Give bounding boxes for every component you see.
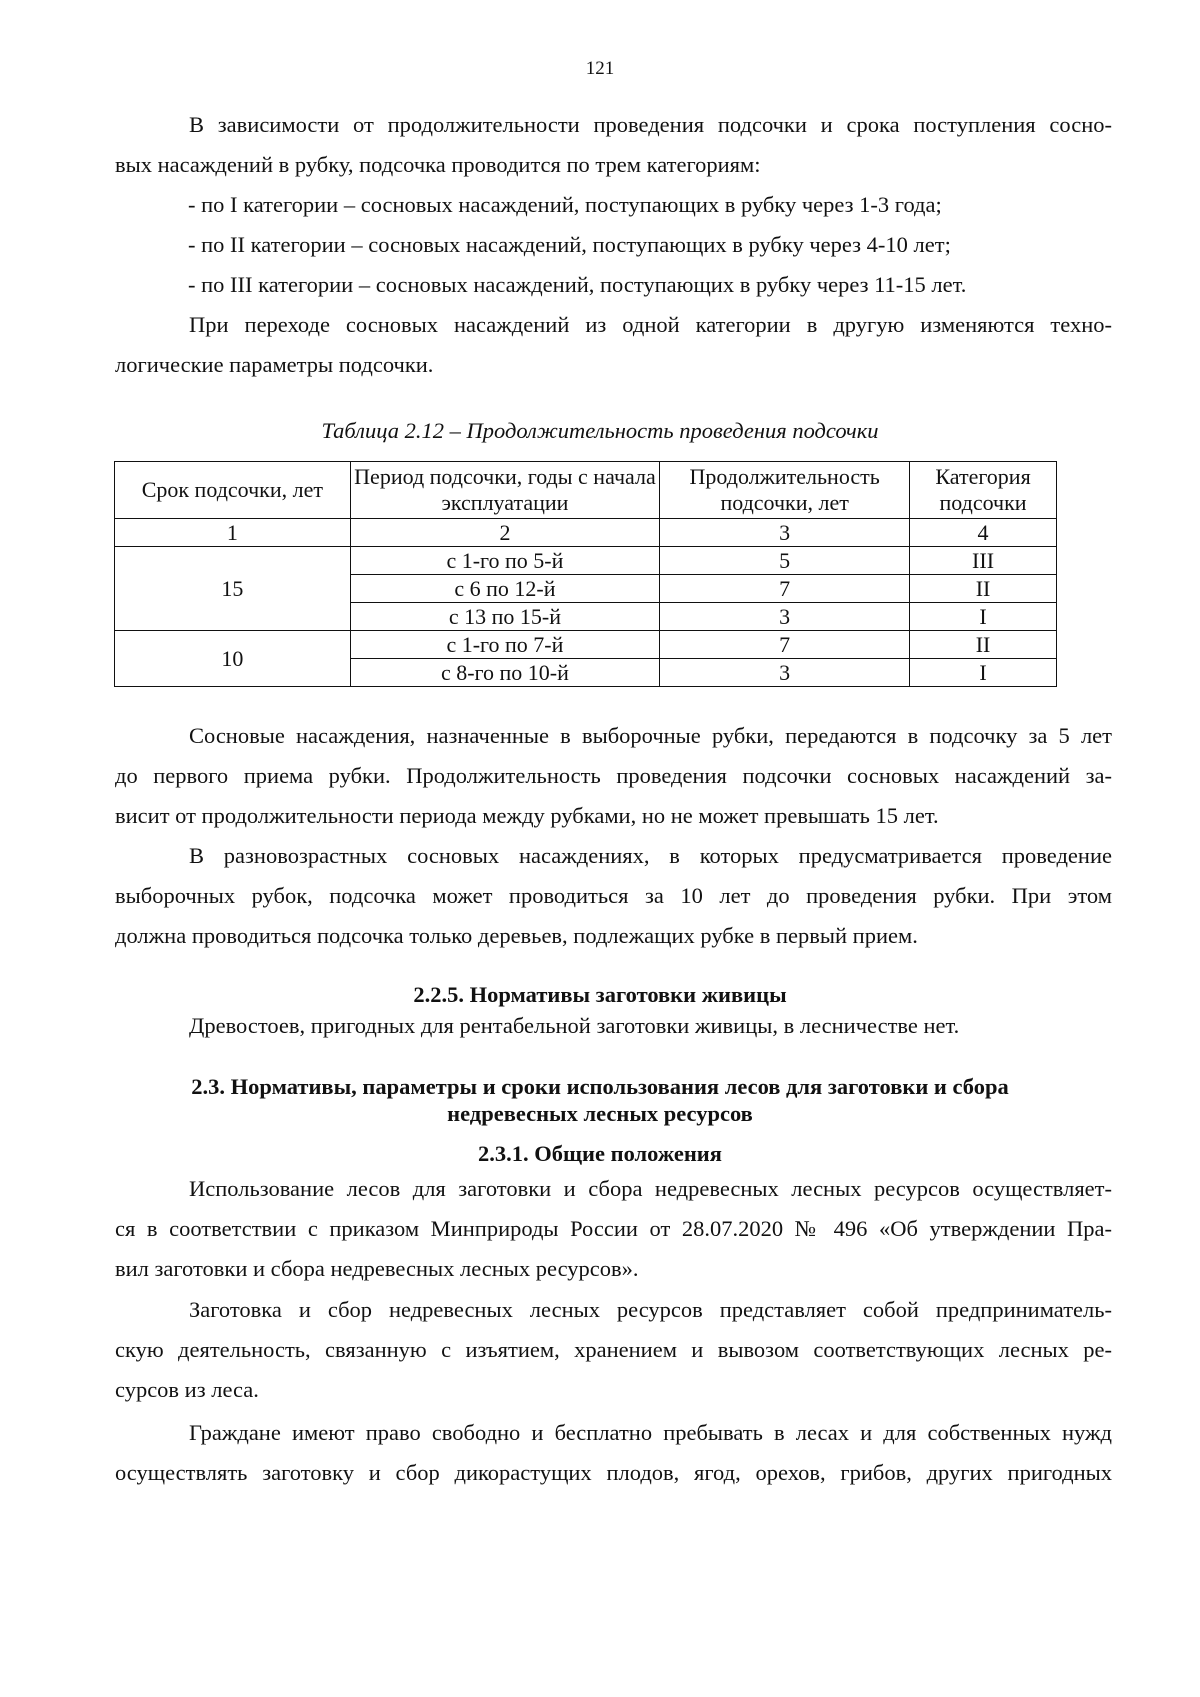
period-cell: с 6 по 12-й (350, 575, 660, 603)
text-line: скую деятельность, связанную с изъятием, хранением и вывозом соответствующих лесных ре- (115, 1337, 1112, 1362)
category-cell: I (910, 603, 1057, 631)
text-line: висит от продолжительности периода между рубками, но не может превышать 15 лет. (115, 803, 939, 828)
duration-cell: 7 (660, 631, 910, 659)
paragraph-categories-intro (115, 105, 1112, 185)
term-cell-10: 10 (115, 631, 351, 687)
table-header-row (115, 462, 1057, 519)
heading-2-3-1: 2.3.1. Общие положения (478, 1141, 722, 1166)
text-line: Граждане имеют право свободно и бесплатно пребывать в лесах и для собственных нужд (189, 1420, 1112, 1445)
duration-cell: 3 (660, 659, 910, 687)
term-cell-15: 15 (115, 547, 351, 631)
heading-2-2-5: 2.2.5. Нормативы заготовки живицы (413, 982, 787, 1007)
column-number: 4 (910, 519, 1057, 547)
heading-2-3-line2: недревесных лесных ресурсов (447, 1101, 753, 1126)
column-number: 1 (115, 519, 351, 547)
period-cell: с 8-го по 10-й (350, 659, 660, 687)
paragraph-category-transition (115, 305, 1112, 385)
table-row (115, 547, 1057, 575)
tapping-duration-table (114, 461, 1057, 687)
category-cell: III (910, 547, 1057, 575)
text-line: В разновозрастных сосновых насаждениях, в которых предусматривается проведение (189, 843, 1112, 868)
column-number: 3 (660, 519, 910, 547)
paragraph-forest-use-order (115, 1169, 1112, 1289)
header-duration: Продолжительность подсочки, лет (660, 462, 910, 519)
paragraph-uneven-aged-stands (115, 836, 1112, 956)
text-line: выборочных рубок, подсочка может проводиться за 10 лет до проведения рубки. При этом (115, 883, 1112, 908)
duration-cell: 3 (660, 603, 910, 631)
text-line: сурсов из леса. (115, 1377, 259, 1402)
paragraph-resin-stands (115, 1006, 1112, 1046)
text-line: вых насаждений в рубку, подсочка проводится по трем категориям: (115, 152, 761, 177)
period-cell: с 13 по 15-й (350, 603, 660, 631)
header-term: Срок подсочки, лет (115, 462, 351, 519)
category-cell: II (910, 631, 1057, 659)
text-line: вил заготовки и сбора недревесных лесных ресурсов». (115, 1256, 639, 1281)
text-line: осуществлять заготовку и сбор дикорастущих плодов, ягод, орехов, грибов, других пригодных (115, 1460, 1112, 1485)
duration-cell: 7 (660, 575, 910, 603)
category-cell: I (910, 659, 1057, 687)
header-period: Период подсочки, годы с начала эксплуатации (350, 462, 660, 519)
category-cell: II (910, 575, 1057, 603)
paragraph-citizens-rights (115, 1413, 1112, 1493)
paragraph-harvesting-activity (115, 1290, 1112, 1410)
paragraph-selective-felling (115, 716, 1112, 836)
text-line: до первого приема рубки. Продолжительность проведения подсочки сосновых насаждений за- (115, 763, 1112, 788)
header-category: Категория подсочки (910, 462, 1057, 519)
text-line: Древостоев, пригодных для рентабельной заготовки живицы, в лесничестве нет. (189, 1013, 960, 1038)
text-line: Использование лесов для заготовки и сбора недревесных лесных ресурсов осуществляет- (189, 1176, 1112, 1201)
table-caption: Таблица 2.12 – Продолжительность проведения подсочки (321, 418, 879, 443)
list-item-category-2: - по II категории – сосновых насаждений, поступающих в рубку через 4-10 лет; (188, 232, 951, 257)
period-cell: с 1-го по 5-й (350, 547, 660, 575)
period-cell: с 1-го по 7-й (350, 631, 660, 659)
list-item-category-3: - по III категории – сосновых насаждений, поступающих в рубку через 11-15 лет. (188, 272, 967, 297)
text-line: Заготовка и сбор недревесных лесных ресурсов представляет собой предприниматель- (189, 1297, 1112, 1322)
list-item-category-1: - по I категории – сосновых насаждений, поступающих в рубку через 1-3 года; (188, 192, 942, 217)
text-line: должна проводиться подсочка только деревьев, подлежащих рубке в первый прием. (115, 923, 918, 948)
column-number: 2 (350, 519, 660, 547)
text-line: В зависимости от продолжительности проведения подсочки и срока поступления сосно- (189, 112, 1112, 137)
table-row (115, 631, 1057, 659)
text-line: Сосновые насаждения, назначенные в выборочные рубки, передаются в подсочку за 5 лет (189, 723, 1112, 748)
page-number: 121 (585, 58, 615, 79)
text-line: При переходе сосновых насаждений из одной категории в другую изменяются техно- (189, 312, 1112, 337)
heading-2-3-line1: 2.3. Нормативы, параметры и сроки использования лесов для заготовки и сбора (191, 1074, 1009, 1099)
table-column-numbers-row (115, 519, 1057, 547)
duration-cell: 5 (660, 547, 910, 575)
text-line: логические параметры подсочки. (115, 352, 434, 377)
text-line: ся в соответствии с приказом Минприроды России от 28.07.2020 № 496 «Об утверждении Пра- (115, 1216, 1112, 1241)
